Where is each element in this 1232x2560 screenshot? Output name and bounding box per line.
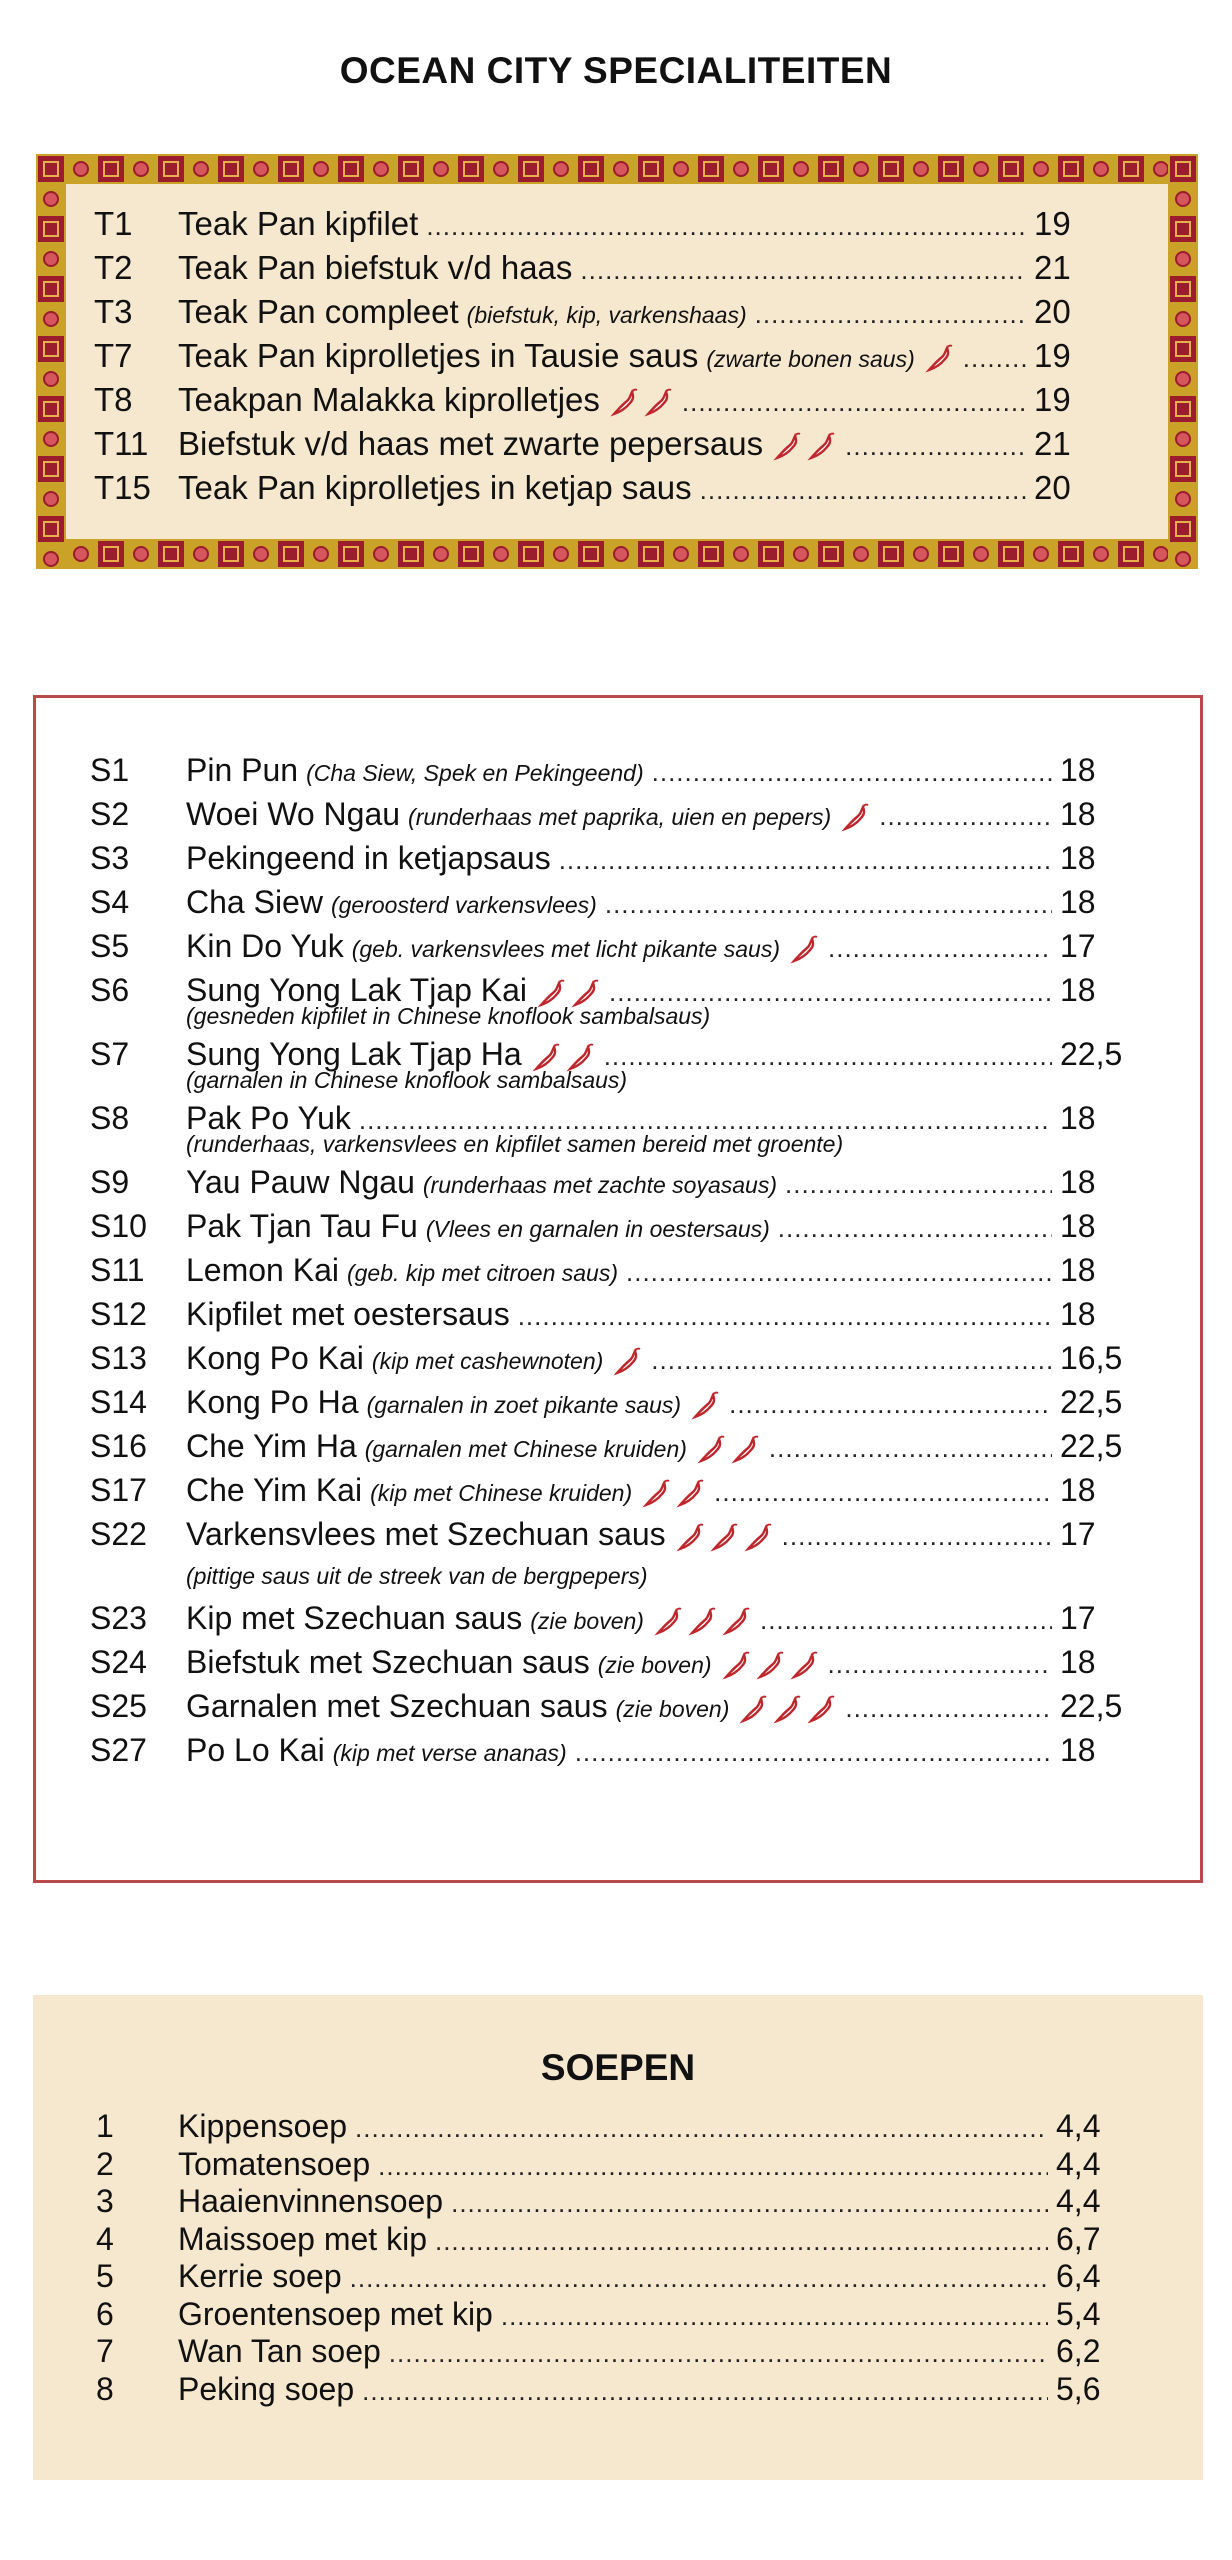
item-code: S22 [90, 1516, 147, 1552]
menu-item-row [90, 752, 1140, 796]
item-code: 5 [96, 2258, 114, 2294]
item-note: (garnalen in zoet pikante saus) [366, 1392, 682, 1418]
item-price: 6,4 [1056, 2258, 1101, 2294]
item-price: 20 [1034, 293, 1071, 330]
spiciness-indicator [642, 1479, 706, 1509]
item-note: (geb. kip met citroen saus) [346, 1260, 618, 1286]
item-price: 22,5 [1060, 1384, 1123, 1420]
item-price: 19 [1034, 381, 1071, 418]
dot-leader [714, 1477, 1052, 1508]
item-code: T7 [94, 337, 133, 374]
item-price: 5,6 [1056, 2370, 1101, 2407]
chili-pepper-icon [644, 388, 674, 418]
item-note: (Vlees en garnalen in oestersaus) [425, 1216, 770, 1242]
item-price: 18 [1060, 1296, 1096, 1332]
item-price: 18 [1060, 796, 1096, 832]
item-name: Biefstuk v/d haas met zwarte pepersaus [178, 425, 764, 462]
item-note: (zie boven) [530, 1608, 644, 1634]
item-note: (kip met cashewnoten) [371, 1348, 604, 1374]
menu-item-row [94, 205, 1104, 249]
spiciness-indicator [841, 803, 871, 833]
item-name: Pekingeend in ketjapsaus [186, 840, 551, 876]
dot-leader [451, 2188, 1048, 2219]
decorative-border-right [1168, 154, 1198, 569]
chili-pepper-icon [739, 1695, 769, 1725]
dot-leader [755, 299, 1026, 330]
item-name: Groentensoep met kip [178, 2295, 493, 2332]
item-price: 4,4 [1056, 2108, 1101, 2144]
item-note: (geb. varkensvlees met licht pikante saus) [351, 936, 780, 962]
chili-pepper-icon [676, 1479, 706, 1509]
dot-leader [580, 255, 1026, 286]
dot-leader [845, 1693, 1052, 1724]
spiciness-indicator [691, 1391, 721, 1421]
item-price: 4,4 [1056, 2145, 1101, 2182]
dot-leader [700, 475, 1026, 506]
dot-leader [355, 2113, 1048, 2144]
item-price: 20 [1034, 469, 1071, 506]
spiciness-indicator [739, 1695, 837, 1725]
item-code: S23 [90, 1600, 147, 1636]
item-price: 18 [1060, 1472, 1096, 1508]
item-name: Teak Pan biefstuk v/d haas [178, 249, 573, 286]
menu-item-row [94, 337, 1104, 381]
item-code: S2 [90, 796, 130, 832]
item-note: (garnalen met Chinese kruiden) [364, 1436, 687, 1462]
dot-leader [518, 1301, 1052, 1332]
item-price: 18 [1060, 972, 1096, 1008]
menu-item-row [90, 928, 1140, 972]
item-code: T1 [94, 205, 133, 242]
spiciness-indicator [697, 1435, 761, 1465]
specials-list [94, 205, 1104, 513]
item-price: 18 [1060, 1644, 1096, 1680]
item-name: Yau Pauw Ngau [186, 1164, 415, 1200]
chili-pepper-icon [756, 1651, 786, 1681]
dot-leader [785, 1169, 1052, 1200]
item-name: Kip met Szechuan saus [186, 1600, 523, 1636]
menu-item-row [90, 1644, 1140, 1688]
menu-item-row [94, 469, 1104, 513]
item-code: T3 [94, 293, 133, 330]
item-name: Wan Tan soep [178, 2333, 381, 2369]
dot-leader [682, 387, 1026, 418]
spiciness-indicator [676, 1523, 774, 1553]
item-price: 22,5 [1060, 1428, 1123, 1464]
dot-leader [604, 1041, 1052, 1072]
menu-item-row [94, 425, 1104, 469]
menu-item-row [90, 796, 1140, 840]
item-name: Kong Po Ha [186, 1384, 359, 1420]
item-price: 22,5 [1060, 1036, 1123, 1072]
item-price: 21 [1034, 249, 1071, 286]
item-code: T11 [94, 425, 149, 462]
item-name: Pin Pun [186, 752, 299, 788]
page-title: OCEAN CITY SPECIALITEITEN [339, 50, 893, 91]
item-price: 16,5 [1060, 1340, 1123, 1376]
item-price: 18 [1060, 752, 1096, 788]
chili-pepper-icon [841, 803, 871, 833]
chili-pepper-icon [773, 432, 803, 462]
item-price: 18 [1060, 884, 1096, 920]
item-code: S9 [90, 1164, 130, 1200]
item-code: 1 [96, 2108, 114, 2144]
item-price: 4,4 [1056, 2183, 1101, 2219]
menu-item-row [96, 2221, 1126, 2259]
dot-leader [350, 2263, 1048, 2294]
dot-leader [778, 1213, 1052, 1244]
item-price: 6,2 [1056, 2333, 1101, 2369]
spiciness-indicator [722, 1651, 820, 1681]
item-price: 5,4 [1056, 2295, 1101, 2332]
item-code: S1 [90, 752, 130, 788]
item-name: Che Yim Ha [186, 1428, 357, 1464]
item-code: 6 [96, 2295, 114, 2332]
dot-leader [651, 1345, 1052, 1376]
dot-leader [501, 2301, 1048, 2332]
chili-pepper-icon [790, 935, 820, 965]
item-note: (runderhaas met paprika, uien en pepers) [408, 804, 832, 830]
dot-leader [426, 211, 1026, 242]
item-code: S11 [90, 1252, 145, 1288]
item-name: Che Yim Kai [186, 1472, 363, 1508]
item-name: Sung Yong Lak Tjap Kai [186, 972, 528, 1008]
item-price: 18 [1060, 1208, 1096, 1244]
dot-leader [626, 1257, 1052, 1288]
menu-item-row [90, 884, 1140, 928]
item-code: 3 [96, 2183, 114, 2219]
dot-leader [828, 1649, 1052, 1680]
dot-leader [605, 889, 1052, 920]
spiciness-indicator [654, 1607, 752, 1637]
item-price: 17 [1060, 1516, 1096, 1552]
item-name: Teak Pan kiprolletjes in ketjap saus [178, 469, 692, 506]
soup-title: SOEPEN [540, 2047, 696, 2088]
chili-pepper-icon [642, 1479, 672, 1509]
item-price: 19 [1034, 205, 1071, 242]
item-note: (kip met Chinese kruiden) [370, 1480, 633, 1506]
menu-item-row [94, 249, 1104, 293]
s-menu-list [90, 752, 1140, 1776]
chili-pepper-icon [773, 1695, 803, 1725]
item-code: S14 [90, 1384, 147, 1420]
item-code: S10 [90, 1208, 147, 1244]
dot-leader [435, 2226, 1048, 2257]
decorative-border-top [36, 154, 1198, 184]
chili-pepper-icon [731, 1435, 761, 1465]
item-code: S16 [90, 1428, 147, 1464]
chili-pepper-icon [744, 1523, 774, 1553]
item-code: 8 [96, 2370, 114, 2407]
spiciness-indicator [790, 935, 820, 965]
item-price: 17 [1060, 1600, 1096, 1636]
item-name: Po Lo Kai [186, 1732, 325, 1768]
menu-item-row [90, 1164, 1140, 1208]
item-name: Teak Pan compleet [178, 293, 459, 330]
item-description: (runderhaas, varkensvlees en kipfilet samen bereid met groente) [186, 1131, 844, 1157]
dot-leader [879, 801, 1052, 832]
menu-item-row [90, 1252, 1140, 1296]
chili-pepper-icon [613, 1347, 643, 1377]
item-name: Cha Siew [186, 884, 323, 920]
menu-item-row [90, 1296, 1140, 1340]
item-code: S6 [90, 972, 130, 1008]
item-note: (kip met verse ananas) [332, 1740, 567, 1766]
item-note: (runderhaas met zachte soyasaus) [422, 1172, 778, 1198]
menu-item-row [96, 2183, 1126, 2221]
chili-pepper-icon [925, 344, 955, 374]
item-name: Garnalen met Szechuan saus [186, 1688, 608, 1724]
menu-item-row [90, 1428, 1140, 1472]
menu-item-row [90, 1340, 1140, 1384]
spiciness-indicator [773, 432, 837, 462]
menu-item-row [90, 1732, 1140, 1776]
chili-pepper-icon [676, 1523, 706, 1553]
menu-item-row [90, 840, 1140, 884]
item-code: S12 [90, 1296, 147, 1332]
menu-item-row [90, 1688, 1140, 1732]
chili-pepper-icon [688, 1607, 718, 1637]
chili-pepper-icon [710, 1523, 740, 1553]
item-price: 18 [1060, 840, 1096, 876]
item-code: T2 [94, 249, 133, 286]
dot-leader [575, 1737, 1052, 1768]
item-code: S3 [90, 840, 130, 876]
menu-item-row [96, 2333, 1126, 2371]
item-code: S8 [90, 1100, 130, 1136]
item-name: Lemon Kai [186, 1252, 339, 1288]
chili-pepper-icon [691, 1391, 721, 1421]
decorative-border-left [36, 154, 66, 569]
item-note: (zwarte bonen saus) [706, 346, 915, 372]
item-code: S13 [90, 1340, 147, 1376]
item-price: 18 [1060, 1164, 1096, 1200]
item-price: 21 [1034, 425, 1071, 462]
item-name: Woei Wo Ngau [186, 796, 401, 832]
item-name: Pak Tjan Tau Fu [186, 1208, 418, 1244]
dot-leader [769, 1433, 1052, 1464]
item-name: Biefstuk met Szechuan saus [186, 1644, 590, 1680]
dot-leader [378, 2151, 1048, 2182]
chili-pepper-icon [807, 432, 837, 462]
chili-pepper-icon [722, 1607, 752, 1637]
spiciness-indicator [610, 388, 674, 418]
item-note: (Cha Siew, Spek en Pekingeend) [306, 760, 644, 786]
dot-leader [362, 2376, 1048, 2407]
item-name: Kippensoep [178, 2108, 348, 2144]
item-name: Varkensvlees met Szechuan saus [186, 1516, 666, 1552]
menu-item-row [96, 2296, 1126, 2334]
item-description: (pittige saus uit de streek van de bergpepers) [186, 1563, 648, 1589]
menu-item-row [90, 1384, 1140, 1428]
chili-pepper-icon [654, 1607, 684, 1637]
item-code: S25 [90, 1688, 147, 1724]
menu-item-row [90, 1600, 1140, 1644]
dot-leader [963, 343, 1026, 374]
item-price: 6,7 [1056, 2220, 1101, 2257]
dot-leader [389, 2338, 1048, 2369]
menu-item-row [96, 2146, 1126, 2184]
menu-item-row [90, 1472, 1140, 1516]
chili-pepper-icon [790, 1651, 820, 1681]
menu-item-row [90, 1516, 1140, 1560]
item-name: Sung Yong Lak Tjap Ha [186, 1036, 522, 1072]
item-code: T15 [94, 469, 151, 506]
chili-pepper-icon [697, 1435, 727, 1465]
dot-leader [729, 1389, 1052, 1420]
menu-item-row [94, 293, 1104, 337]
soup-list [96, 2108, 1126, 2408]
item-name: Teakpan Malakka kiprolletjes [178, 381, 600, 418]
item-name: Kin Do Yuk [186, 928, 344, 964]
item-name: Kipfilet met oestersaus [186, 1296, 510, 1332]
item-price: 18 [1060, 1252, 1096, 1288]
item-name: Haaienvinnensoep [178, 2183, 444, 2219]
item-code: S7 [90, 1036, 130, 1072]
item-code: 7 [96, 2333, 114, 2369]
dot-leader [845, 431, 1026, 462]
menu-item-row [96, 2371, 1126, 2409]
dot-leader [782, 1521, 1052, 1552]
spiciness-indicator [925, 344, 955, 374]
menu-item-row [94, 381, 1104, 425]
item-code: S24 [90, 1644, 147, 1680]
item-description: (garnalen in Chinese knoflook sambalsaus) [186, 1067, 628, 1093]
dot-leader [652, 757, 1052, 788]
item-code: S4 [90, 884, 130, 920]
item-name: Kong Po Kai [186, 1340, 364, 1376]
item-name: Tomatensoep [178, 2145, 371, 2182]
item-price: 17 [1060, 928, 1096, 964]
item-code: S27 [90, 1732, 147, 1768]
item-code: 4 [96, 2220, 114, 2257]
dot-leader [559, 845, 1052, 876]
chili-pepper-icon [807, 1695, 837, 1725]
item-note: (biefstuk, kip, varkenshaas) [466, 302, 747, 328]
menu-item-row [96, 2258, 1126, 2296]
menu-item-row [96, 2108, 1126, 2146]
dot-leader [828, 933, 1052, 964]
item-note: (zie boven) [615, 1696, 730, 1722]
item-code: 2 [96, 2145, 114, 2182]
item-code: T8 [94, 381, 133, 418]
item-note: (geroosterd varkensvlees) [330, 892, 597, 918]
item-name: Pak Po Yuk [186, 1100, 351, 1136]
item-note: (zie boven) [597, 1652, 712, 1678]
menu-item-row [90, 1208, 1140, 1252]
dot-leader [760, 1605, 1052, 1636]
item-name: Kerrie soep [178, 2258, 342, 2294]
decorative-border-bottom [36, 539, 1198, 569]
spiciness-indicator [613, 1347, 643, 1377]
chili-pepper-icon [722, 1651, 752, 1681]
item-name: Peking soep [178, 2370, 355, 2407]
item-name: Teak Pan kiprolletjes in Tausie saus [178, 337, 699, 374]
item-price: 18 [1060, 1100, 1096, 1136]
item-name: Teak Pan kipfilet [178, 205, 419, 242]
chili-pepper-icon [610, 388, 640, 418]
item-price: 19 [1034, 337, 1071, 374]
item-description: (gesneden kipfilet in Chinese knoflook sambalsaus) [186, 1003, 711, 1029]
item-price: 18 [1060, 1732, 1096, 1768]
item-code: S5 [90, 928, 130, 964]
item-code: S17 [90, 1472, 147, 1508]
item-price: 22,5 [1060, 1688, 1123, 1724]
item-name: Maissoep met kip [178, 2220, 427, 2257]
